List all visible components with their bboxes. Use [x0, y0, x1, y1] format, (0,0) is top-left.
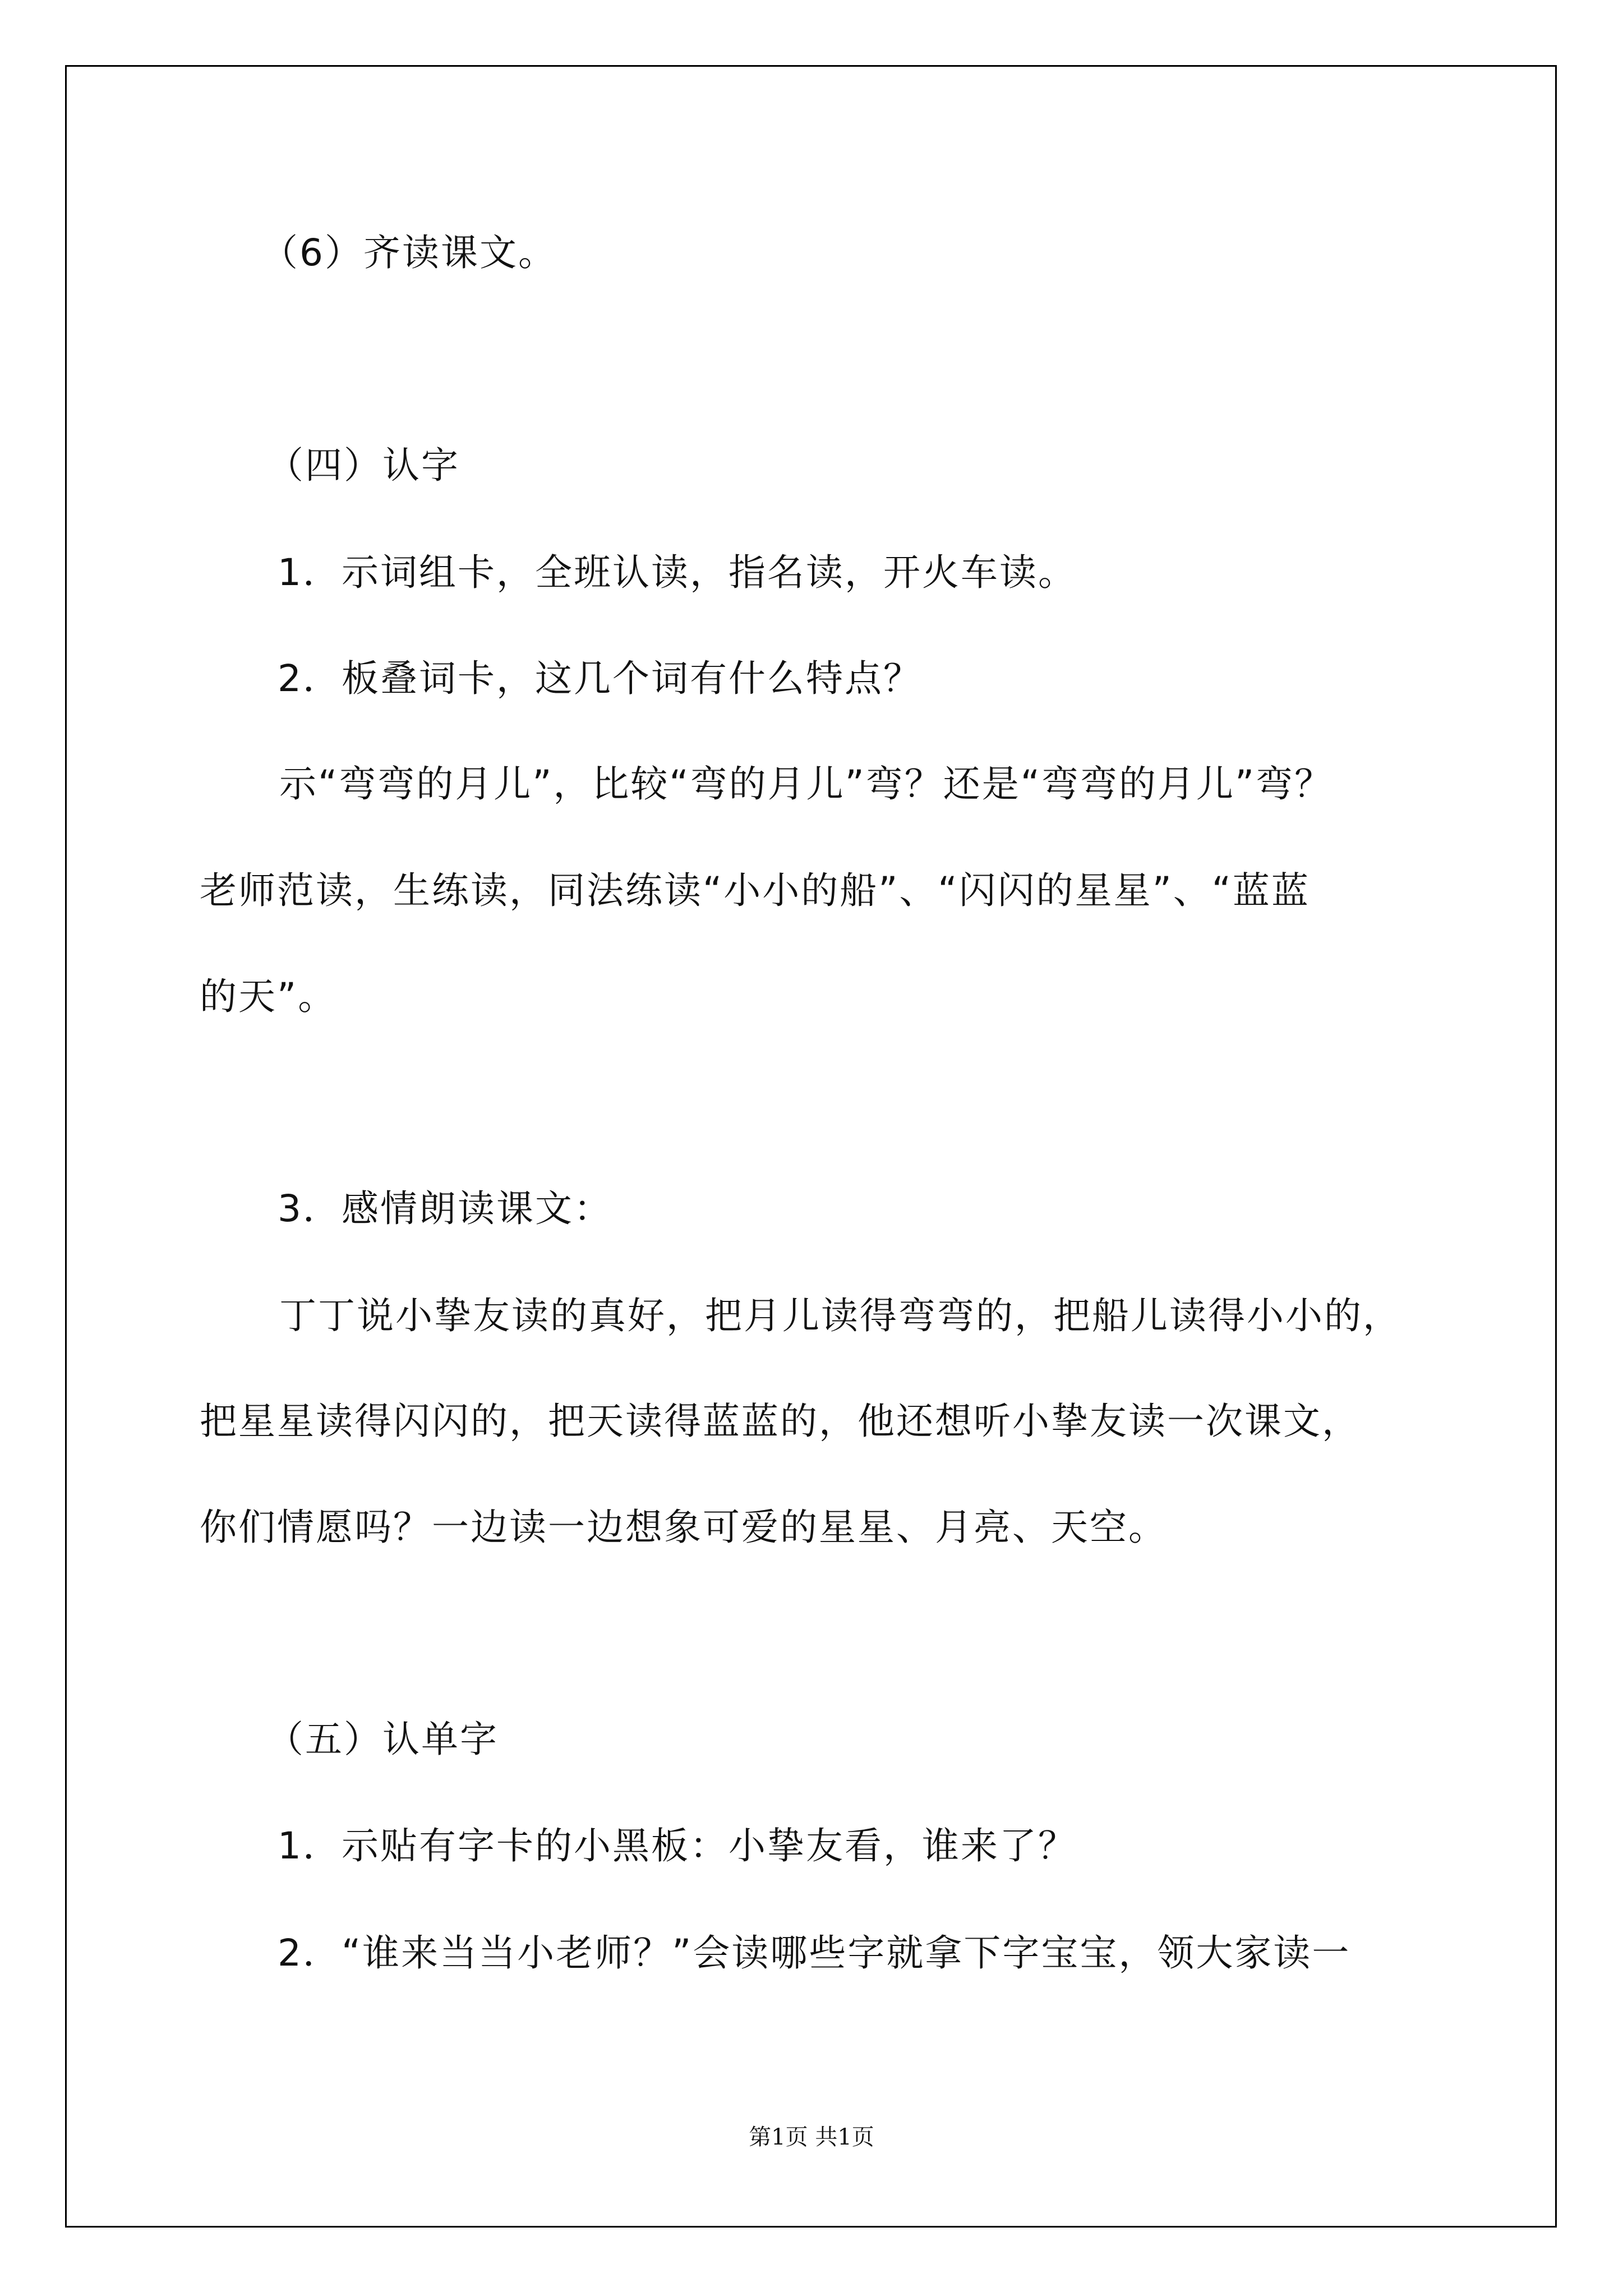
text-line: 示“弯弯的月儿”，比较“弯的月儿”弯？还是“弯弯的月儿”弯？ [279, 762, 1334, 806]
text-line: 把星星读得闪闪的，把天读得蓝蓝的，他还想听小挚友读一次课文， [200, 1400, 1361, 1443]
text-line: 你们情愿吗？一边读一边想象可爱的星星、月亮、天空。 [200, 1506, 1167, 1549]
text-line: （6）齐读课文。 [261, 231, 557, 274]
text-line: 1．示贴有字卡的小黑板：小挚友看，谁来了？ [278, 1824, 1077, 1867]
section-heading: （五）认单字 [266, 1718, 499, 1761]
page-number: 第1页 共1页 [749, 2124, 874, 2150]
text-line: 2．“谁来当当小老师？”会读哪些字就拿下字宝宝，领大家读一 [278, 1931, 1351, 1975]
text-line: 3．感情朗读课文： [278, 1187, 612, 1230]
text-line: 1．示词组卡，全班认读，指名读，开火车读。 [278, 551, 1077, 594]
text-line: 的天”。 [200, 975, 337, 1018]
text-line: 老师范读，生练读，同法练读“小小的船”、“闪闪的星星”、“蓝蓝 [200, 869, 1310, 912]
text-line: 2．板叠词卡，这几个词有什么特点？ [278, 657, 922, 700]
section-heading: （四）认字 [266, 444, 460, 487]
text-line: 丁丁说小挚友读的真好，把月儿读得弯弯的，把船儿读得小小的， [279, 1294, 1401, 1337]
page-border [65, 65, 1557, 2228]
